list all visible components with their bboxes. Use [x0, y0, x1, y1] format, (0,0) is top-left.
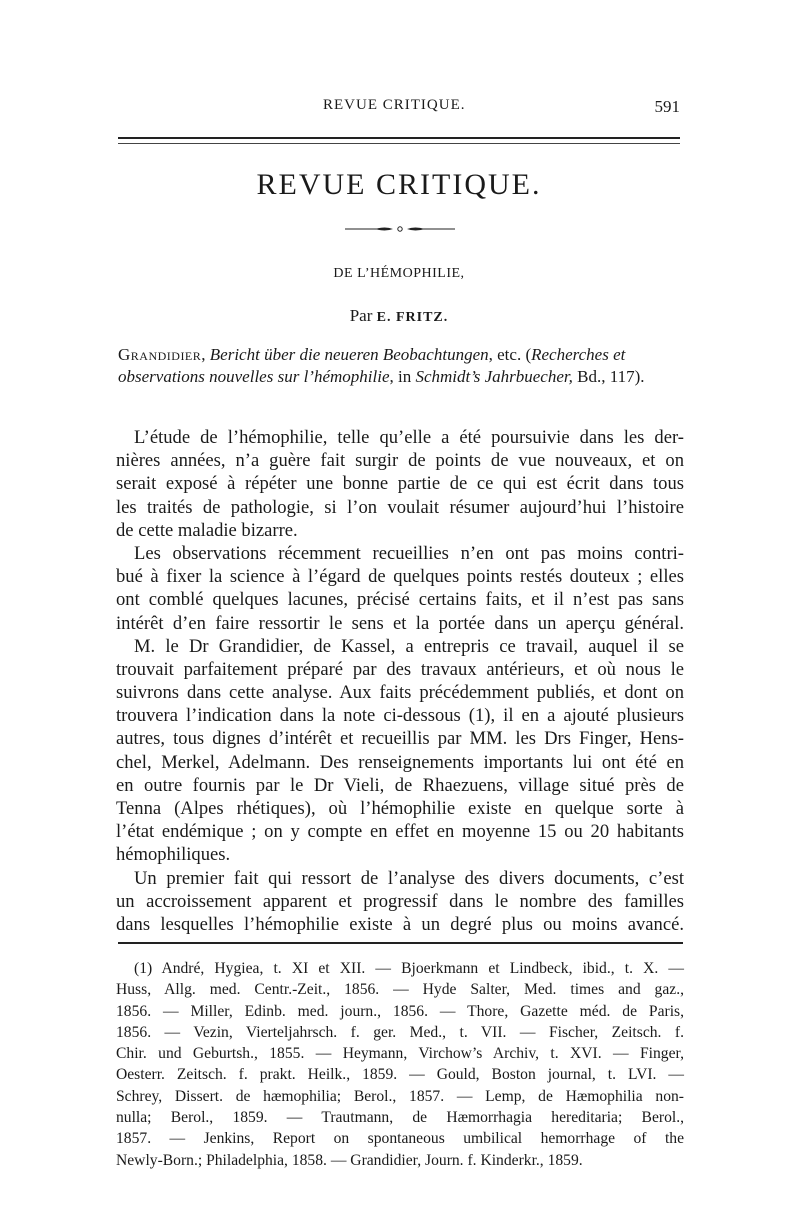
footnote-line: 1856. — Vezin, Vierteljahrsch. f. ger. Med., t. VII. — Fischer, Zeitsch. f. — [116, 1023, 684, 1041]
footnote-line: 1857. — Jenkins, Report on spontaneous umbilical hemorrhage of the — [116, 1130, 684, 1148]
body-line: bué à fixer la science à l’égard de quelques points restés douteux ; elles — [116, 566, 684, 588]
ornament-divider — [345, 224, 455, 234]
reference-volume: Bd., 117). — [572, 367, 645, 386]
footnote-line: Oesterr. Zeitsch. f. prakt. Heilk., 1859. — Gould, Boston journal, t. LVI. — — [116, 1066, 684, 1084]
footnote-rule — [118, 942, 683, 944]
author-line — [118, 306, 680, 326]
body-line: en outre fournis par le Dr Vieli, de Rhaezuens, village situé près de — [116, 774, 684, 796]
author-prefix: Par — [349, 306, 373, 325]
footnote-line: Newly-Born.; Philadelphia, 1858. — Grandidier, Journ. f. Kinderkr., 1859. — [116, 1151, 583, 1169]
running-head-title: REVUE CRITIQUE. — [323, 97, 466, 113]
body-line: suivrons dans cette analyse. Aux faits précédemment publiés, et dont on — [116, 682, 684, 704]
footnote-line: Huss, Allg. med. Centr.-Zeit., 1856. — Hyde Salter, Med. times and gaz., — [116, 981, 684, 999]
reference-work: Bericht über die neueren Beobachtungen — [209, 345, 489, 364]
reference-in: , in — [389, 367, 416, 386]
body-line: trouvera l’indication dans la note ci-dessous (1), il en a ajouté plusieurs — [116, 705, 684, 727]
body-text — [116, 426, 684, 936]
body-line: trouvait parfaitement préparé par des travaux antérieurs, et où nous le — [116, 658, 684, 680]
reference-author: Grandidier — [118, 345, 202, 364]
body-line: serait exposé à répéter une bonne partie de ce qui est écrit dans tous — [116, 473, 684, 495]
page-title: REVUE CRITIQUE. — [256, 168, 542, 201]
header-rule — [118, 137, 680, 144]
body-line: autres, tous dignes d’intérêt et recueillis par MM. les Drs Finger, Hens- — [116, 728, 684, 750]
body-line: L’étude de l’hémophilie, telle qu’elle a été poursuivie dans les der- — [134, 427, 684, 448]
reference-journal: Schmidt’s Jahrbuecher, — [415, 367, 573, 386]
bibliographic-reference: Grandidier, Bericht über die neueren Beobachtungen, etc. (Recherches et observations nouvelles sur l’hémophilie, in Schmidt’s Jahrbuecher, Bd., 117). — [118, 345, 645, 386]
body-line: Tenna (Alpes rhétiques), où l’hémophilie existe en quelque sorte à — [116, 798, 684, 819]
author-name: E. FRITZ. — [376, 310, 449, 325]
footnote-line: 1856. — Miller, Edinb. med. journ., 1856. — Thore, Gazette méd. de Paris, — [116, 1002, 684, 1020]
footnote-line: nulla; Berol., 1859. — Trautmann, de Hæmorrhagia hereditaria; Berol., — [116, 1109, 684, 1127]
body-line: un accroissement apparent et progressif dans le nombre des familles — [116, 890, 684, 912]
body-line: chel, Merkel, Adelmann. Des renseignements importants lui ont été en — [116, 751, 684, 773]
body-line: ont comblé quelques lacunes, précisé certains faits, et il n’est pas sans — [116, 589, 684, 611]
body-line: dans lesquelles l’hémophilie existe à un degré plus ou moins avancé. — [116, 913, 684, 935]
body-line: de cette maladie bizarre. — [116, 519, 298, 541]
footnote-line: (1) André, Hygiea, t. XI et XII. — Bjoerkmann et Lindbeck, ibid., t. X. — — [134, 960, 684, 977]
footnote — [116, 958, 684, 1171]
body-line: hémophiliques. — [116, 844, 231, 866]
body-line: nières années, n’a guère fait surgir de points de vue nouveaux, et on — [116, 450, 684, 472]
body-line: intérêt d’en faire ressortir le sens et la portée dans un aperçu général. — [116, 612, 684, 634]
body-line: Les observations récemment recueillies n’en ont pas moins contri- — [134, 542, 684, 564]
page-number: 591 — [654, 97, 680, 116]
body-line: l’état endémique ; on y compte en effet en moyenne 15 ou 20 habitants — [116, 821, 684, 843]
body-line: M. le Dr Grandidier, de Kassel, a entrepris ce travail, auquel il se — [134, 635, 684, 657]
footnote-line: Schrey, Dissert. de hæmophilia; Berol., 1857. — Lemp, de Hæmophilia non- — [116, 1087, 684, 1105]
footnote-line: Chir. und Geburtsh., 1855. — Heymann, Virchow’s Archiv, t. XVI. — Finger, — [116, 1045, 684, 1063]
running-head — [118, 97, 680, 121]
reference-etc: , etc. ( — [488, 345, 532, 364]
body-line: Un premier fait qui ressort de l’analyse des divers documents, c’est — [134, 867, 684, 889]
reference-translation: Recherches et observations nouvelles sur l’hémophilie — [118, 345, 626, 386]
body-line: les traités de pathologie, si l’on voulait résumer aujourd’hui l’histoire — [116, 496, 684, 518]
section-title: DE L’HÉMOPHILIE, — [333, 266, 465, 281]
